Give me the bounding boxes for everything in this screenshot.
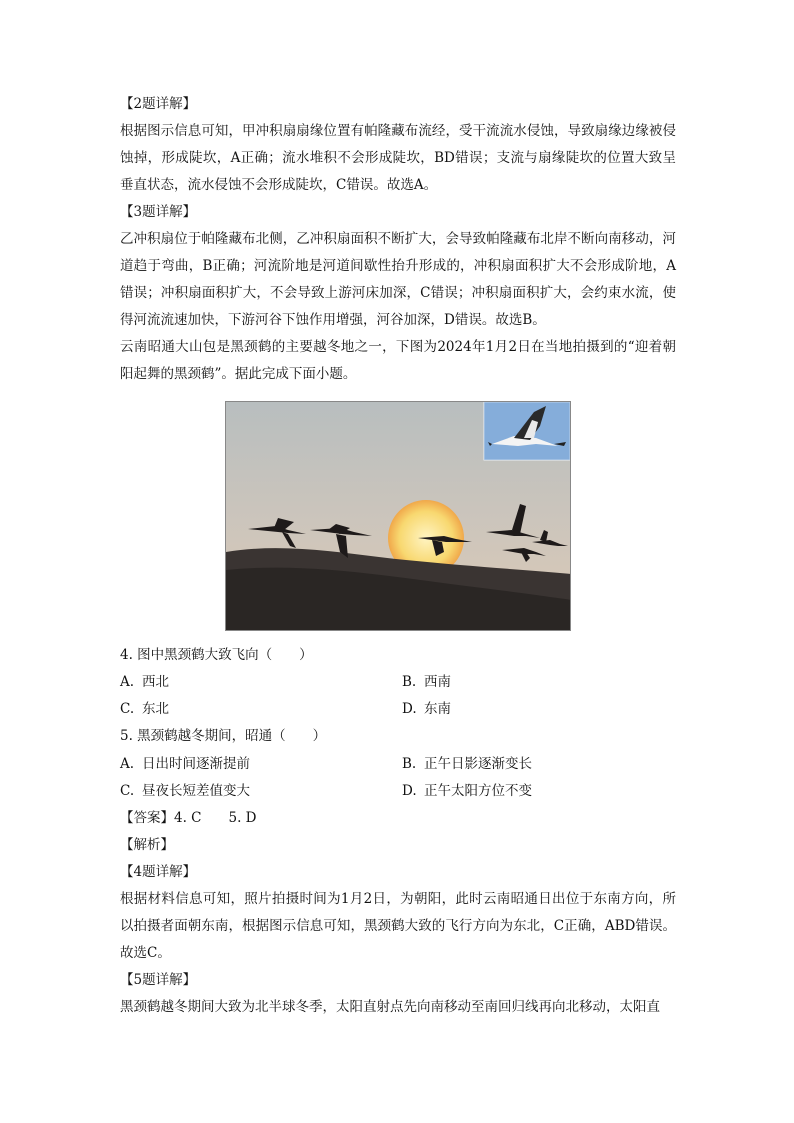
question-4-stem: 4. 图中黑颈鹤大致飞向（ ） bbox=[120, 647, 313, 663]
q5-option-b: B. 正午日影逐渐变长 bbox=[402, 756, 532, 772]
section-3-body: 乙冲积扇位于帕隆藏布北侧，乙冲积扇面积不断扩大，会导致帕隆藏布北岸不断向南移动，河道趋于弯曲，B正确；河流阶地是河道间歇性抬升形成的，冲积扇面积扩大不会形成阶地，A错误；冲积扇面积扩大，不会导致上游河床加深，C错误；冲积扇面积扩大，会约束水流，使得河流流速加快，下游河谷下蚀作用增强，河谷加深，D错误。故选B。 bbox=[120, 231, 676, 328]
section-3-heading: 【3题详解】 bbox=[120, 204, 197, 220]
inset-crane-photo bbox=[484, 402, 570, 460]
q5-option-a: A. 日出时间逐渐提前 bbox=[120, 756, 250, 772]
answer-line: 【答案】4. C 5. D bbox=[120, 810, 257, 826]
analysis-heading: 【解析】 bbox=[120, 837, 174, 853]
section-2-body: 根据图示信息可知，甲冲积扇扇缘位置有帕隆藏布流经，受干流流水侵蚀，导致扇缘边缘被侵蚀掉，形成陡坎，A正确；流水堆积不会形成陡坎，BD错误；支流与扇缘陡坎的位置大致呈垂直状态，流水侵蚀不会形成陡坎，C错误。故选A。 bbox=[120, 123, 676, 193]
section-4-heading: 【4题详解】 bbox=[120, 864, 197, 880]
section-5-body: 黑颈鹤越冬期间大致为北半球冬季，太阳直射点先向南移动至南回归线再向北移动，太阳直 bbox=[120, 999, 660, 1015]
black-necked-cranes-photo bbox=[225, 401, 571, 631]
q5-option-c: C. 昼夜长短差值变大 bbox=[120, 783, 250, 799]
question-5-stem: 5. 黑颈鹤越冬期间，昭通（ ） bbox=[120, 728, 327, 744]
q4-option-d: D. 东南 bbox=[402, 701, 451, 717]
q4-option-c: C. 东北 bbox=[120, 701, 169, 717]
q4-option-b: B. 西南 bbox=[402, 674, 451, 690]
question-intro: 云南昭通大山包是黑颈鹤的主要越冬地之一，下图为2024年1月2日在当地拍摄到的“迎着朝阳起舞的黑颈鹤”。据此完成下面小题。 bbox=[120, 339, 676, 382]
q4-option-a: A. 西北 bbox=[120, 674, 169, 690]
q5-option-d: D. 正午太阳方位不变 bbox=[402, 783, 532, 799]
section-4-body: 根据材料信息可知，照片拍摄时间为1月2日，为朝阳，此时云南昭通日出位于东南方向，所以拍摄者面朝东南，根据图示信息可知，黑颈鹤大致的飞行方向为东北，C正确，ABD错误。故选C。 bbox=[120, 891, 676, 961]
section-2-heading: 【2题详解】 bbox=[120, 96, 197, 112]
section-5-heading: 【5题详解】 bbox=[120, 972, 197, 988]
